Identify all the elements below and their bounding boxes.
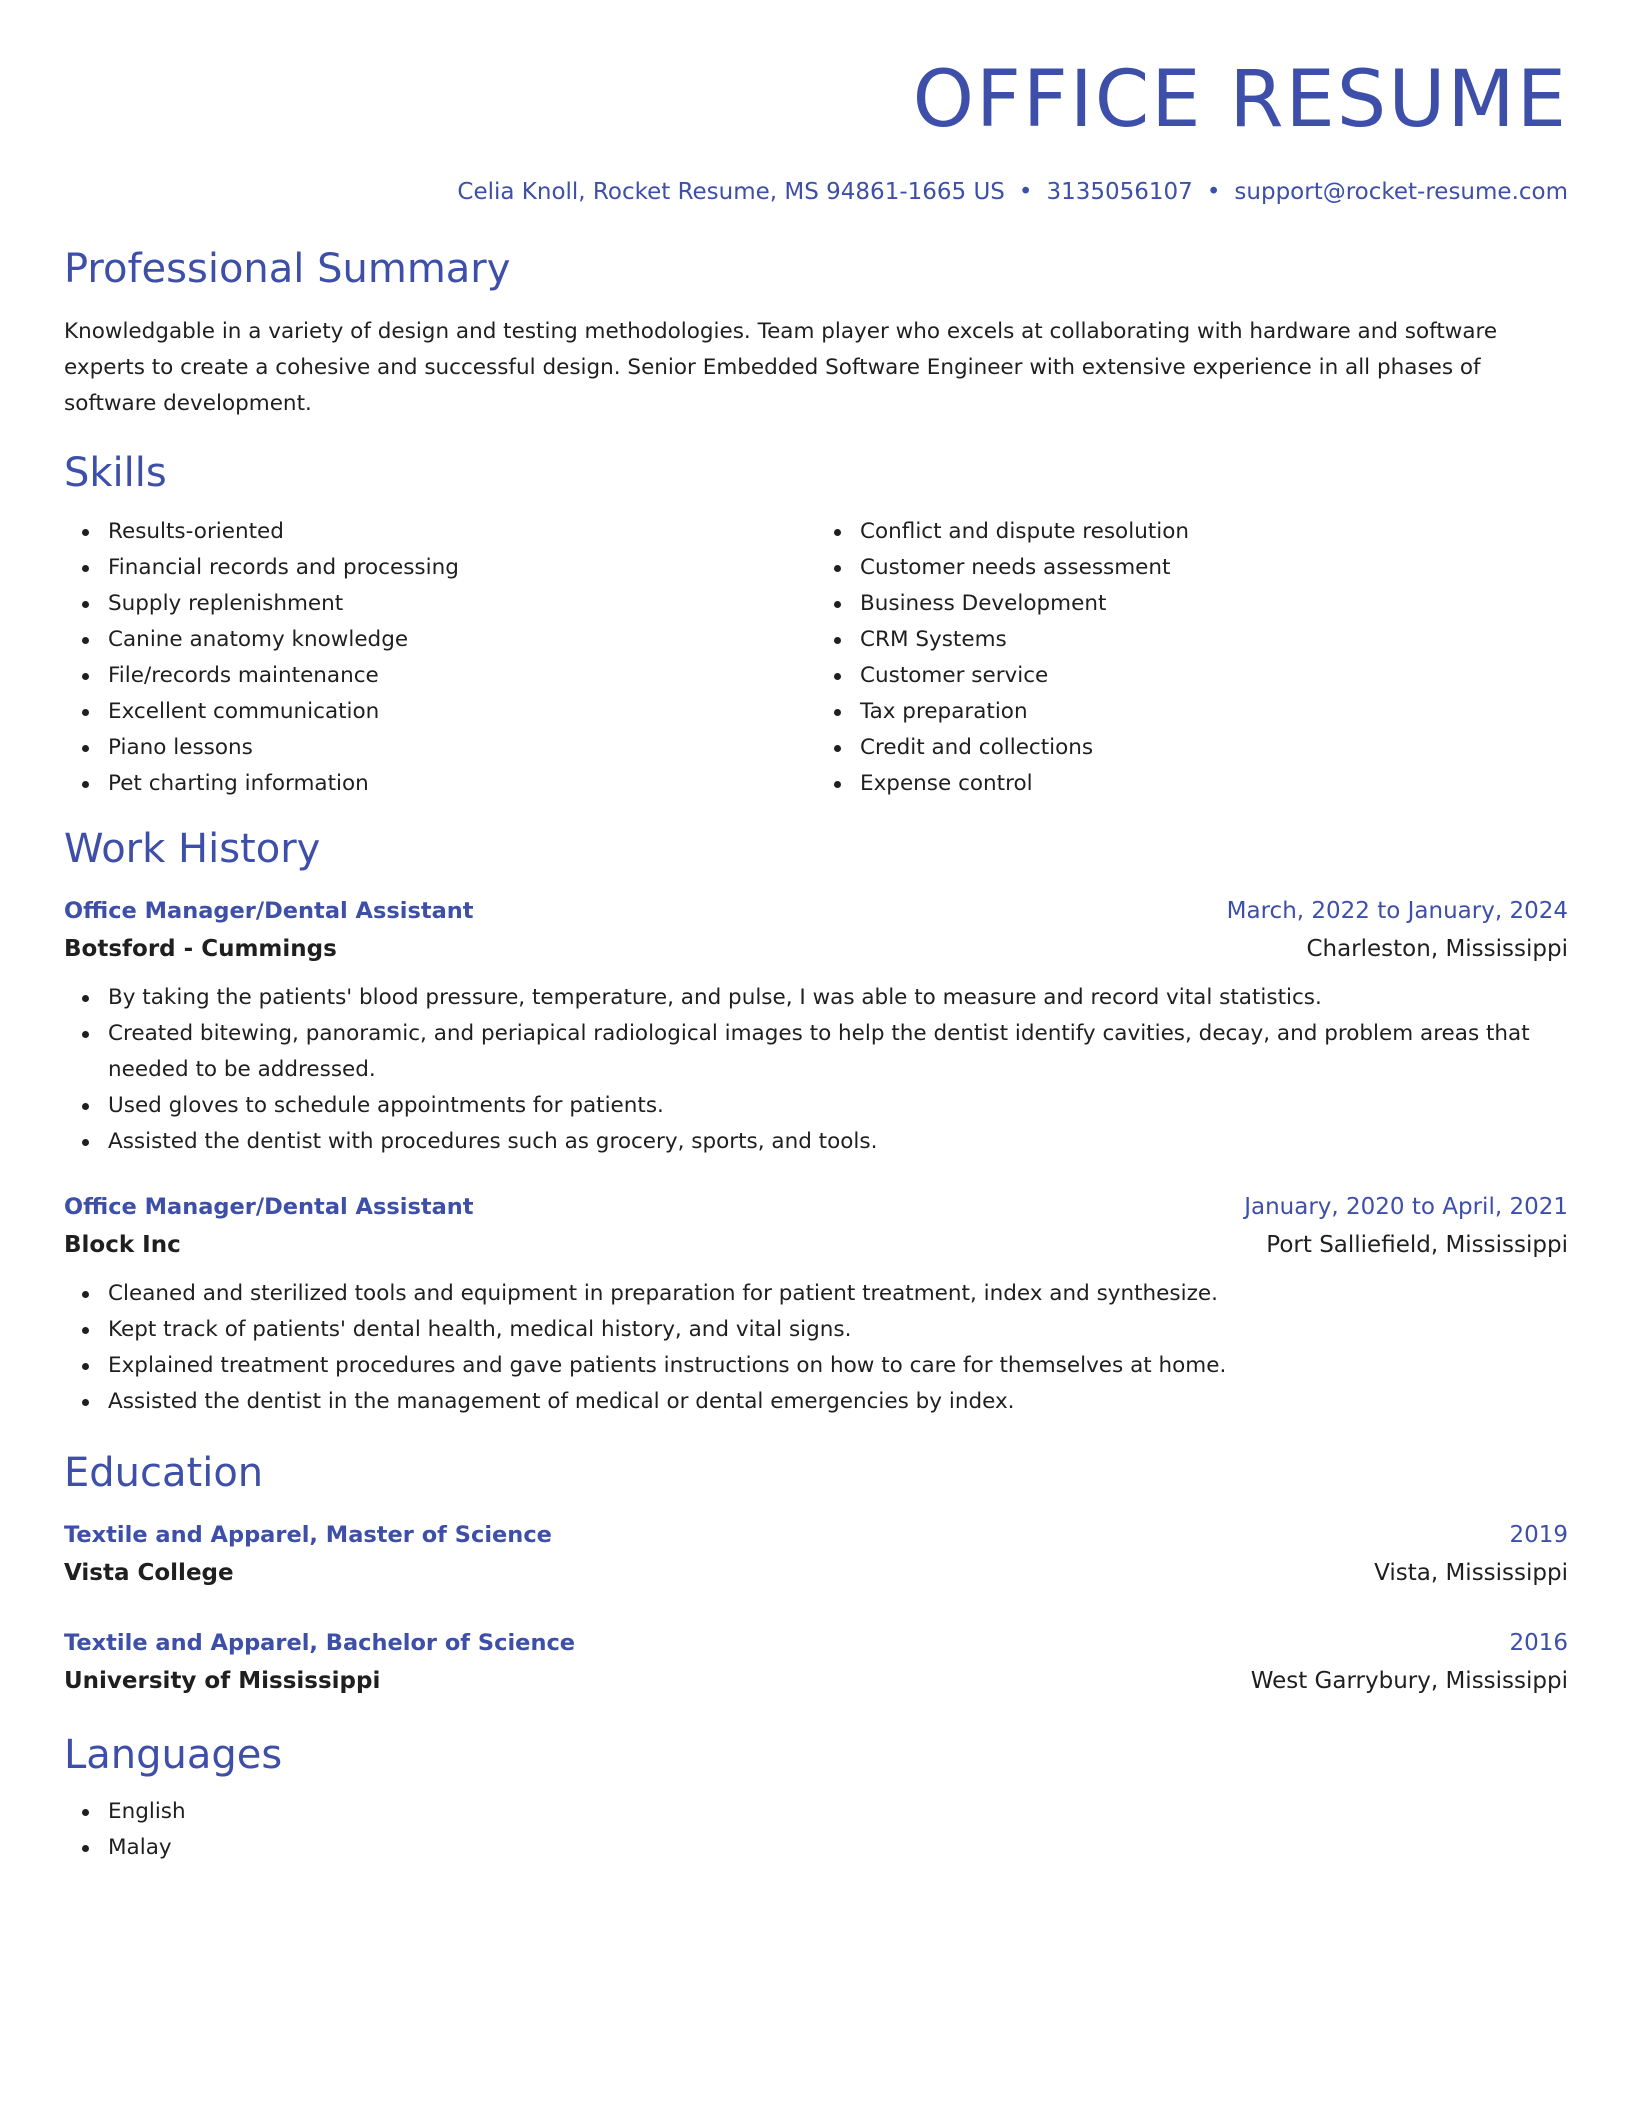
job-dates: January, 2020 to April, 2021 — [1244, 1194, 1568, 1220]
education-location: West Garrybury, Mississippi — [1250, 1668, 1568, 1694]
job-duty-item: Assisted the dentist with procedures such as grocery, sports, and tools. — [108, 1124, 1568, 1160]
skill-item: Tax preparation — [860, 694, 1568, 730]
contact-email[interactable]: support@rocket-resume.com — [1234, 179, 1568, 205]
job-company-row — [64, 930, 1568, 968]
skill-item: Financial records and processing — [108, 550, 816, 586]
skill-item: Piano lessons — [108, 730, 816, 766]
job-duties-list — [64, 980, 1568, 1160]
education-school: Vista College — [64, 1560, 234, 1586]
education-section — [64, 1448, 1568, 1700]
resume-header — [64, 50, 1568, 208]
job-title: Office Manager/Dental Assistant — [64, 1194, 474, 1220]
skills-column-right — [816, 514, 1568, 802]
skills-column-left — [64, 514, 816, 802]
education-degree: Textile and Apparel, Master of Science — [64, 1522, 552, 1548]
contact-phone: 3135056107 — [1046, 179, 1193, 205]
job-duty-item: Created bitewing, panoramic, and periapical radiological images to help the dentist identify cavities, decay, and problem areas that needed to be addressed. — [108, 1016, 1568, 1088]
job-company: Block Inc — [64, 1232, 181, 1258]
summary-text: Knowledgable in a variety of design and testing methodologies. Team player who excels at collaborating with hardware and software experts to create a cohesive and successful design. Senior Embedded Software Engineer with extensive experience in all phases of software development. — [64, 319, 1498, 416]
job-title-row — [64, 1188, 1568, 1226]
job-title: Office Manager/Dental Assistant — [64, 898, 474, 924]
work-history-section — [64, 824, 1568, 1420]
job-duty-item: Cleaned and sterilized tools and equipment in preparation for patient treatment, index and synthesize. — [108, 1276, 1568, 1312]
education-school-row — [64, 1662, 1568, 1700]
skills-section — [64, 448, 1568, 802]
skill-item: File/records maintenance — [108, 658, 816, 694]
skill-item: Conflict and dispute resolution — [860, 514, 1568, 550]
job-location: Port Salliefield, Mississippi — [1266, 1232, 1568, 1258]
skill-item: Customer needs assessment — [860, 550, 1568, 586]
job-duty-item: Assisted the dentist in the management of medical or dental emergencies by index. — [108, 1384, 1568, 1420]
job-duties-list — [64, 1276, 1568, 1420]
languages-list — [64, 1794, 1568, 1866]
job-title-row — [64, 892, 1568, 930]
skill-item: Pet charting information — [108, 766, 816, 802]
contact-separator: • — [1018, 179, 1033, 205]
education-location: Vista, Mississippi — [1374, 1560, 1568, 1586]
skill-item: Expense control — [860, 766, 1568, 802]
job-duty-item: By taking the patients' blood pressure, temperature, and pulse, I was able to measure and record vital statistics. — [108, 980, 1568, 1016]
skill-item: Business Development — [860, 586, 1568, 622]
job-entry — [64, 1188, 1568, 1420]
skill-item: Customer service — [860, 658, 1568, 694]
education-degree-row — [64, 1516, 1568, 1554]
language-item: Malay — [108, 1830, 1568, 1866]
section-heading-skills: Skills — [64, 450, 167, 496]
section-heading-work-history: Work History — [64, 826, 321, 872]
skill-item: Results-oriented — [108, 514, 816, 550]
skill-item: Canine anatomy knowledge — [108, 622, 816, 658]
skill-item: CRM Systems — [860, 622, 1568, 658]
skill-item: Excellent communication — [108, 694, 816, 730]
skill-item: Credit and collections — [860, 730, 1568, 766]
contact-line — [64, 176, 1568, 208]
education-entry — [64, 1516, 1568, 1592]
job-duty-item: Explained treatment procedures and gave patients instructions on how to care for themselves at home. — [108, 1348, 1568, 1384]
professional-summary-section — [64, 244, 1568, 422]
education-year: 2016 — [1509, 1630, 1568, 1656]
job-location: Charleston, Mississippi — [1306, 936, 1568, 962]
job-company-row — [64, 1226, 1568, 1264]
education-entry — [64, 1624, 1568, 1700]
job-duty-item: Used gloves to schedule appointments for patients. — [108, 1088, 1568, 1124]
contact-separator: • — [1206, 179, 1221, 205]
section-heading-languages: Languages — [64, 1732, 283, 1778]
job-company: Botsford - Cummings — [64, 936, 337, 962]
section-heading-education: Education — [64, 1450, 264, 1496]
job-duty-item: Kept track of patients' dental health, medical history, and vital signs. — [108, 1312, 1568, 1348]
skills-grid — [64, 514, 1568, 802]
job-entry — [64, 892, 1568, 1160]
education-school-row — [64, 1554, 1568, 1592]
education-degree-row — [64, 1624, 1568, 1662]
language-item: English — [108, 1794, 1568, 1830]
education-year: 2019 — [1509, 1522, 1568, 1548]
section-heading-summary: Professional Summary — [64, 246, 511, 292]
languages-section — [64, 1730, 1568, 1866]
skill-item: Supply replenishment — [108, 586, 816, 622]
resume-title: OFFICE RESUME — [912, 55, 1568, 145]
education-school: University of Mississippi — [64, 1668, 381, 1694]
education-degree: Textile and Apparel, Bachelor of Science — [64, 1630, 576, 1656]
contact-address: Celia Knoll, Rocket Resume, MS 94861-1665 US — [457, 179, 1005, 205]
job-dates: March, 2022 to January, 2024 — [1226, 898, 1568, 924]
